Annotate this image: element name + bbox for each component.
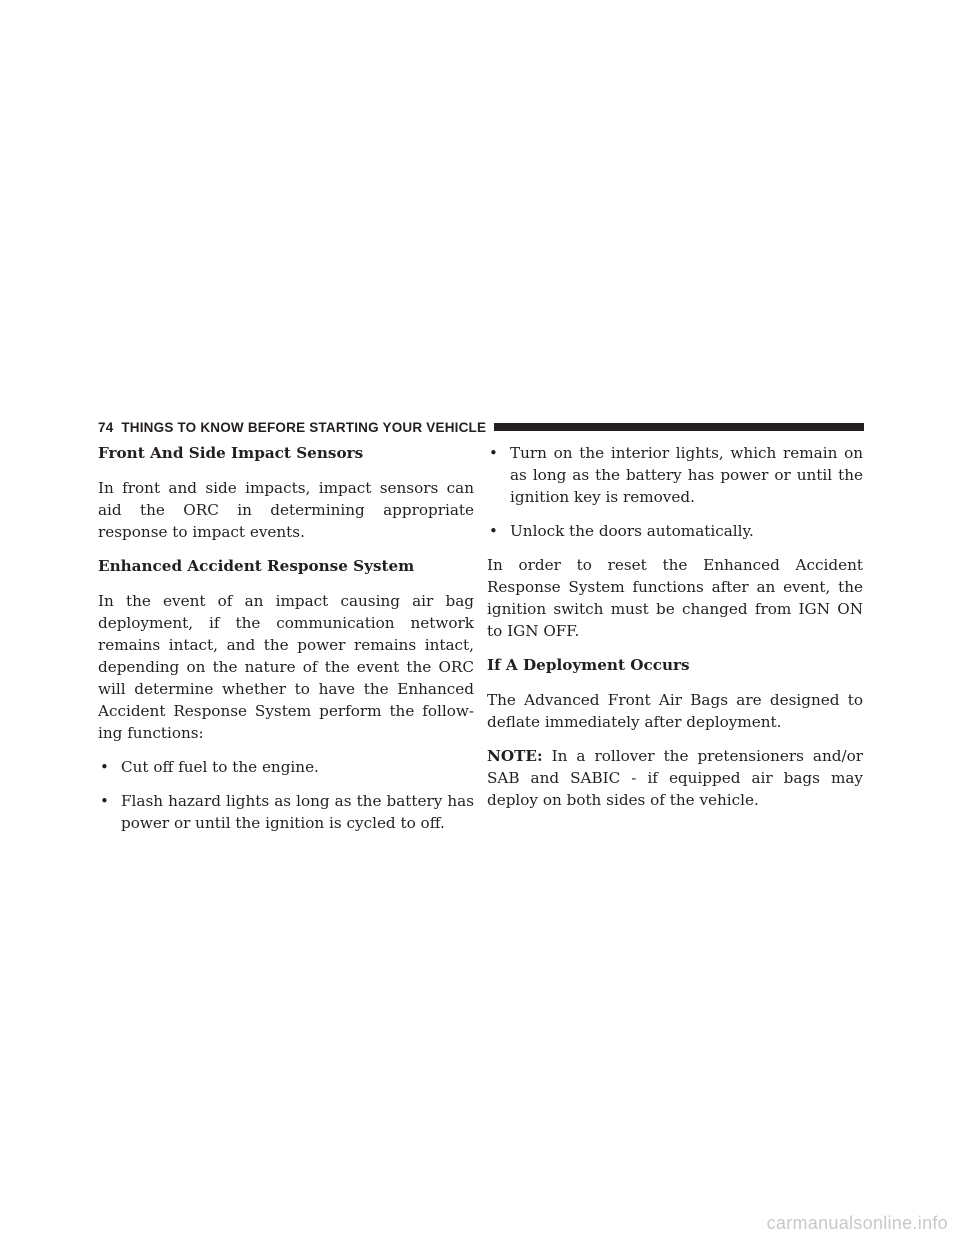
paragraph-impact-sensors: In front and side impacts, impact sensors can aid the ORC in determining appropriate response to impact events. bbox=[98, 479, 474, 541]
page-number: 74 bbox=[98, 419, 114, 435]
list-item: • Flash hazard lights as long as the battery has power or until the ignition is cycled to off. bbox=[100, 792, 474, 832]
bullet-icon: • bbox=[489, 522, 498, 540]
heading-deployment-occurs: If A Deployment Occurs bbox=[487, 656, 690, 674]
heading-front-side-sensors: Front And Side Impact Sensors bbox=[98, 444, 364, 462]
note-label: NOTE: bbox=[487, 747, 543, 765]
right-bullet-list bbox=[487, 442, 863, 542]
header-rule bbox=[494, 423, 864, 431]
page-header bbox=[98, 418, 864, 436]
watermark: carmanualsonline.info bbox=[766, 1213, 948, 1233]
list-item: • Unlock the doors automatically. bbox=[489, 522, 754, 540]
bullet-icon: • bbox=[489, 444, 498, 462]
list-item: • Turn on the interior lights, which remain on as long as the battery has power or until the ignition key is removed. bbox=[489, 444, 863, 506]
section-title: THINGS TO KNOW BEFORE STARTING YOUR VEHICLE bbox=[121, 419, 487, 435]
heading-enhanced-accident-response: Enhanced Accident Response System bbox=[98, 557, 415, 575]
note-text: In a rollover the pretensioners and/or SAB and SABIC - if equipped air bags may deploy on both sides of the vehicle. bbox=[487, 747, 863, 809]
paragraph-deflate: The Advanced Front Air Bags are designed to deflate immediately after deployment. bbox=[487, 691, 863, 731]
left-column bbox=[98, 442, 474, 846]
bullet-icon: • bbox=[100, 792, 109, 810]
bullet-icon: • bbox=[100, 758, 109, 776]
list-item: • Cut off fuel to the engine. bbox=[100, 758, 319, 776]
right-column bbox=[487, 442, 863, 823]
left-bullet-list bbox=[98, 756, 474, 834]
paragraph-enhanced-accident-response: In the event of an impact causing air bag deployment, if the communication network remains intact, and the power remains intact, depending on the nature of the event the ORC will determine whether to have the Enhanced Accident Response System perform the follow-ing functions: bbox=[98, 592, 474, 742]
header-title bbox=[98, 420, 486, 435]
note-paragraph bbox=[487, 745, 863, 811]
paragraph-reset-system: In order to reset the Enhanced Accident Response System functions after an event, the ignition switch must be changed from IGN ON to IGN OFF. bbox=[487, 556, 863, 640]
